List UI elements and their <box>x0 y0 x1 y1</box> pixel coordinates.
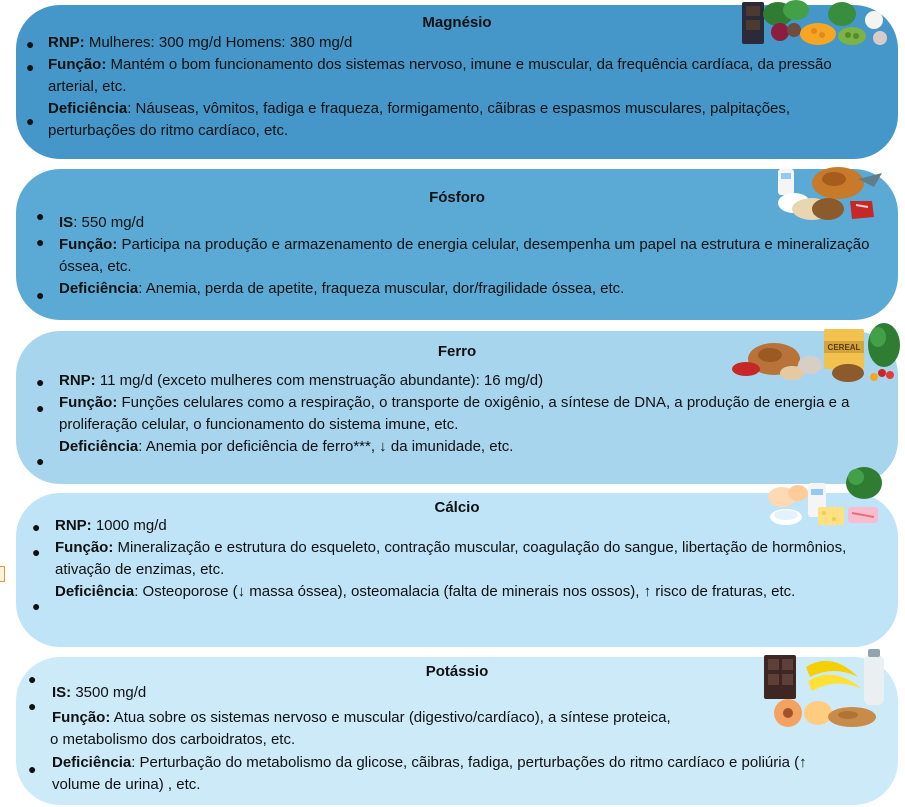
card-title-ferro: Ferro <box>437 343 477 360</box>
bullet-icon: ● <box>28 698 37 714</box>
bullet-icon: ● <box>28 671 37 687</box>
bullet-icon: ● <box>26 59 35 75</box>
row-rnp: RNP: 11 mg/d (exceto mulheres com menstruação abundante): 16 mg/d) <box>59 372 544 389</box>
row-deficiencia: Deficiência: Náuseas, vômitos, fadiga e fraqueza, formigamento, cãibras e espasmos musculares, palpitações, perturbações do ritmo cardíaco, etc. <box>48 100 791 139</box>
bullet-icon: ● <box>36 287 45 303</box>
card-ferro <box>16 331 898 484</box>
card-title-fosforo: Fósforo <box>429 189 485 206</box>
bullet-icon: ● <box>36 234 45 250</box>
bullet-icon: ● <box>28 761 37 777</box>
row-deficiencia: Deficiência: Anemia por deficiência de ferro***, ↓ da imunidade, etc. <box>59 438 514 455</box>
magnesium-foods-illustration <box>738 0 894 56</box>
row-rnp: RNP: Mulheres: 300 mg/d Homens: 380 mg/d <box>48 34 353 51</box>
bullet-icon: ● <box>36 374 45 390</box>
phosphorus-foods-illustration <box>764 157 888 227</box>
calcium-foods-illustration <box>760 463 888 535</box>
row-deficiencia: Deficiência: Perturbação do metabolismo da glicose, cãibras, fadiga, perturbações do ritmo cardíaco e poliúria (↑ volume de urina) , etc. <box>52 754 807 793</box>
edge-marker <box>0 566 5 582</box>
card-title-potassio: Potássio <box>425 663 489 680</box>
iron-foods-illustration <box>728 315 904 387</box>
cereal-box-label: CEREAL <box>827 343 861 352</box>
row-deficiencia: Deficiência: Anemia, perda de apetite, fraqueza muscular, dor/fragilidade óssea, etc. <box>59 280 625 297</box>
potassium-foods-illustration <box>762 647 890 731</box>
row-rnp: RNP: 1000 mg/d <box>55 517 167 534</box>
card-title-calcio: Cálcio <box>434 499 480 516</box>
row-funcao: Função: Mantém o bom funcionamento dos sistemas nervoso, imune e muscular, da frequência cardíaca, da pressão arterial, etc. <box>48 56 832 95</box>
card-title-magnesio: Magnésio <box>422 14 492 31</box>
row-is: IS: 550 mg/d <box>59 214 145 231</box>
row-is: IS: 3500 mg/d <box>52 684 147 701</box>
card-calcio <box>16 493 898 647</box>
bullet-icon: ● <box>32 598 41 614</box>
row-funcao: Função: Participa na produção e armazenamento de energia celular, desempenha um papel na estrutura e mineralização óssea, etc. <box>59 236 870 275</box>
bullet-icon: ● <box>32 519 41 535</box>
card-potassio <box>16 657 898 805</box>
card-fosforo <box>16 169 898 320</box>
bullet-icon: ● <box>32 544 41 560</box>
bullet-icon: ● <box>36 453 45 469</box>
row-funcao: Função: Mineralização e estrutura do esqueleto, contração muscular, coagulação do sangue, libertação de hormônios, ativação de enzimas, etc. <box>55 539 847 578</box>
bullet-icon: ● <box>36 208 45 224</box>
bullet-icon: ● <box>26 113 35 129</box>
bullet-icon: ● <box>26 36 35 52</box>
row-funcao: Função: Funções celulares como a respiração, o transporte de oxigênio, a síntese de DNA, a produção de energia e a proliferação celular, o funcionamento do sistema imune, etc. <box>59 394 850 433</box>
card-magnesio <box>16 5 898 159</box>
bullet-icon: ● <box>36 400 45 416</box>
row-funcao: Função: Atua sobre os sistemas nervoso e muscular (digestivo/cardíaco), a síntese proteica, o metabolismo dos carboidratos, etc. <box>50 709 671 748</box>
row-deficiencia: Deficiência: Osteoporose (↓ massa óssea), osteomalacia (falta de minerais nos ossos), ↑ risco de fraturas, etc. <box>55 583 796 600</box>
